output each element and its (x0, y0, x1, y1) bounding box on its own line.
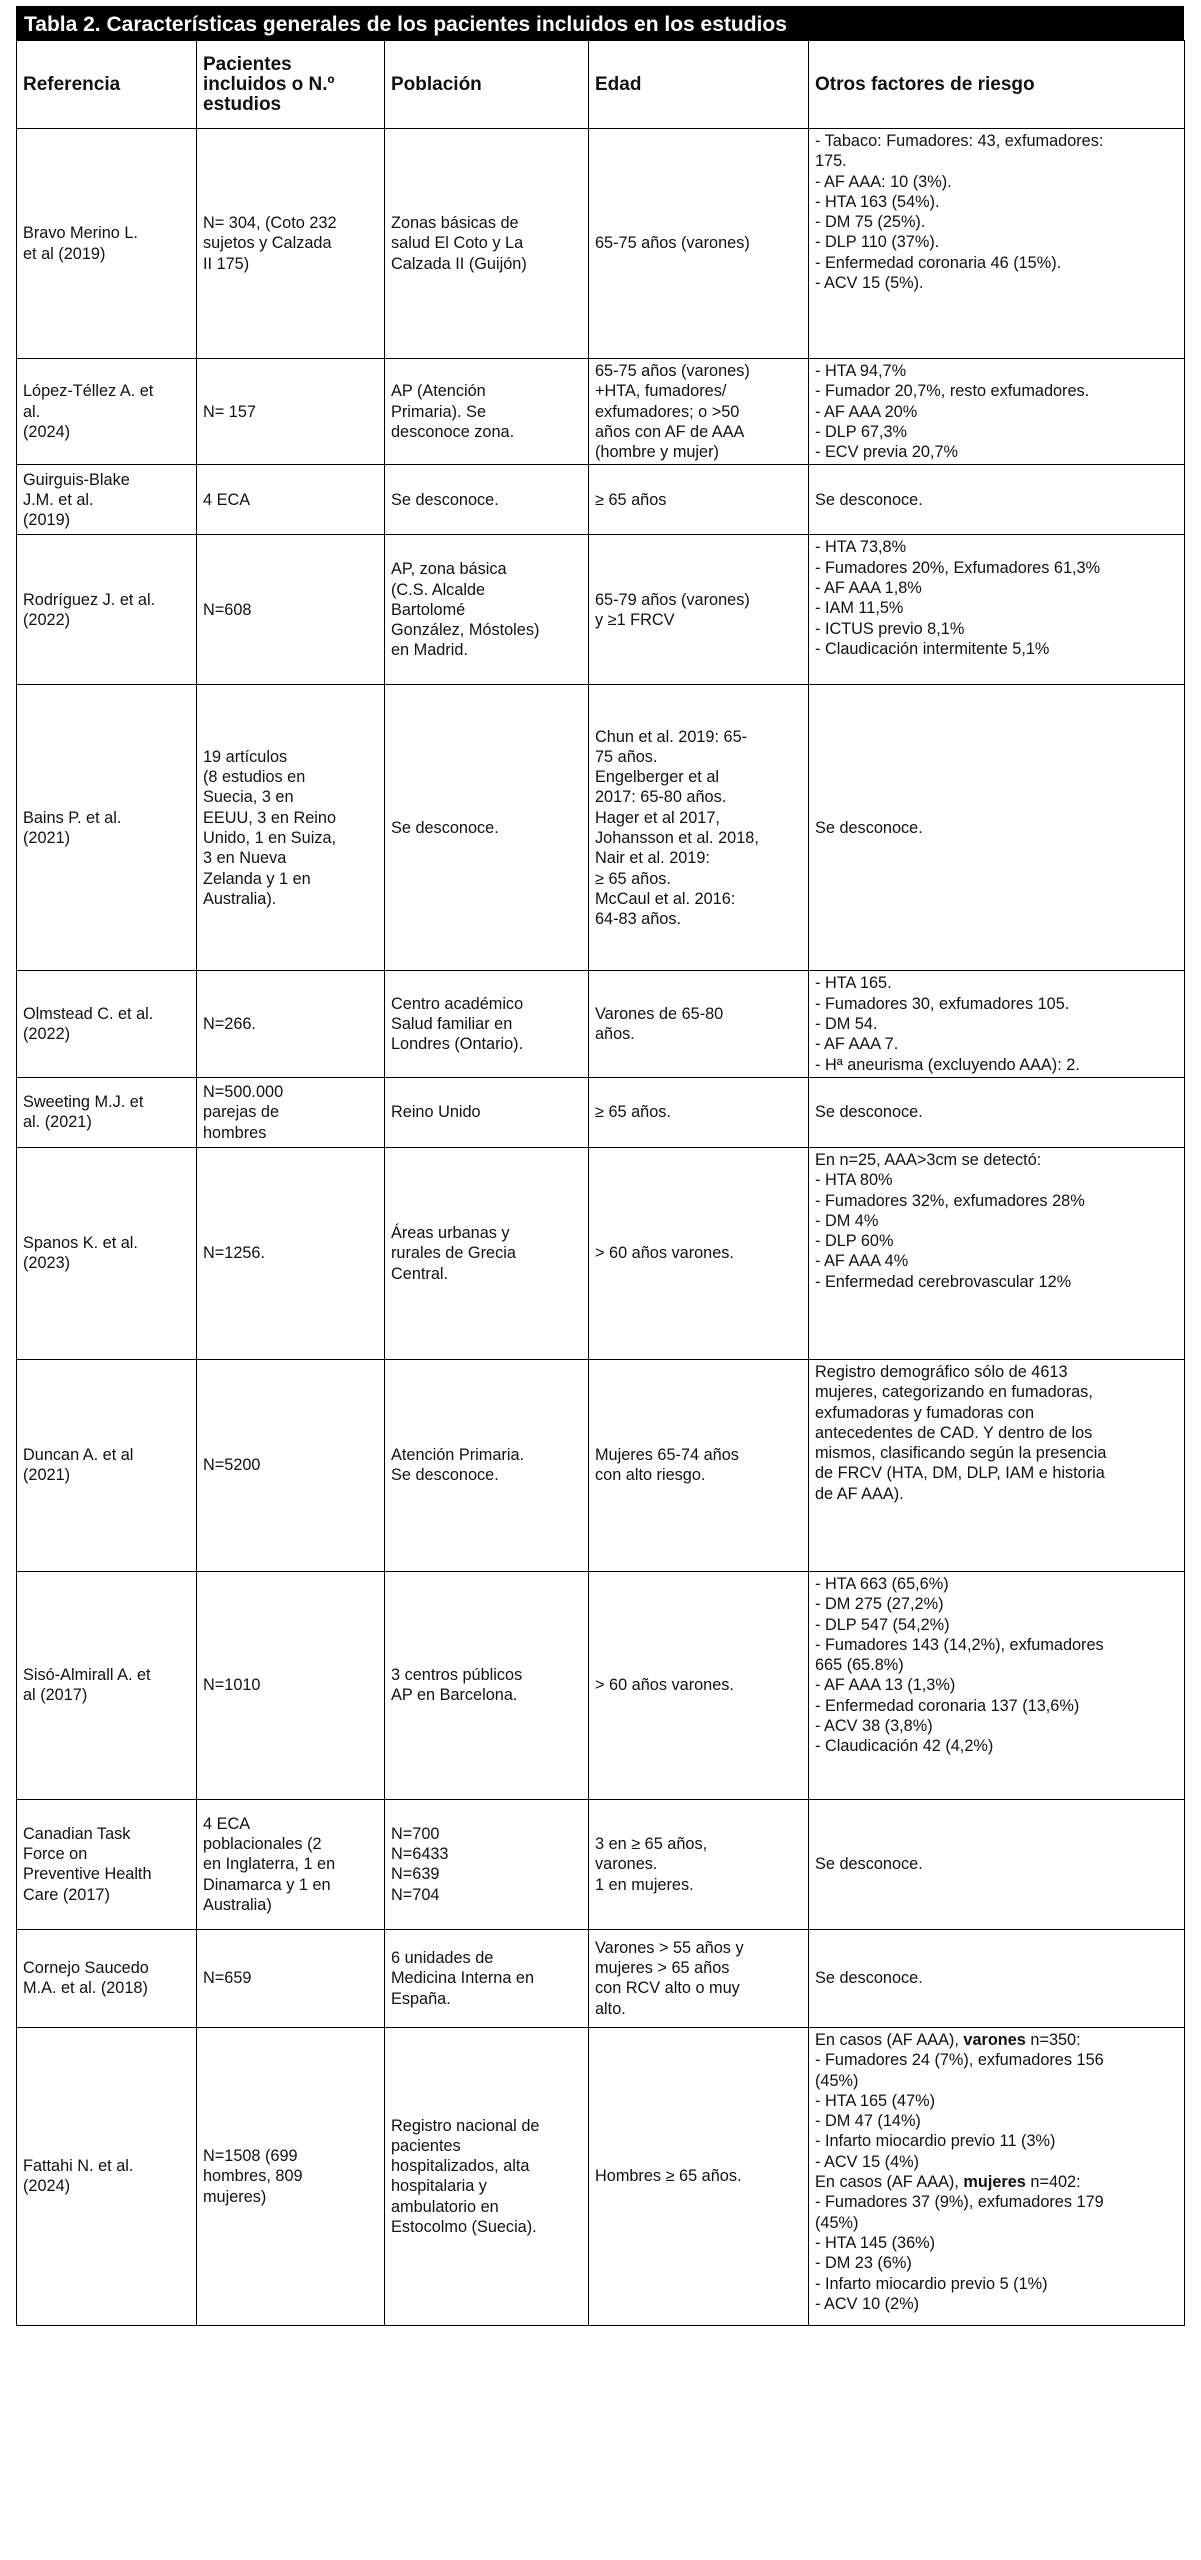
cell-line: N=500.000 (203, 1083, 284, 1102)
row-age (589, 465, 809, 535)
cell-line: Fattahi N. et al. (23, 2157, 134, 2176)
cell-line: Centro académico (391, 994, 524, 1013)
cell-line: en Inglaterra, 1 en (203, 1855, 336, 1874)
cell-line: (2021) (23, 828, 71, 847)
cell-line: (C.S. Alcalde (391, 580, 486, 599)
table-row (17, 1571, 1185, 1799)
row-age (589, 129, 809, 359)
cell-line: - Fumadores 37 (9%), exfumadores 179 (815, 2193, 1104, 2212)
header-poblacion: Población (385, 41, 589, 129)
row-reference (17, 1077, 197, 1147)
header-pacientes: Pacientes incluidos o N.º estudios (197, 41, 385, 129)
cell-line: - Claudicación 42 (4,2%) (815, 1737, 994, 1756)
table-title: Tabla 2. Características generales de los pacientes incluidos en los estudios (16, 6, 1184, 40)
cell-line: 65-79 años (varones) (595, 590, 750, 609)
cell-line: Central. (391, 1264, 449, 1283)
cell-line: Hager et al 2017, (595, 808, 720, 827)
cell-line: Suecia, 3 en (203, 788, 294, 807)
cell-line: 175. (815, 152, 847, 171)
row-patients (197, 1147, 385, 1359)
cell-line: M.A. et al. (2018) (23, 1979, 148, 1998)
row-patients (197, 2027, 385, 2325)
cell-line: al. (23, 402, 41, 421)
row-patients (197, 1077, 385, 1147)
cell-line: - DLP 60% (815, 1232, 894, 1251)
row-population (385, 1147, 589, 1359)
cell-line: Mujeres 65-74 años (595, 1446, 739, 1465)
cell-line: Spanos K. et al. (23, 1234, 138, 1253)
cell-line: mujeres > 65 años (595, 1959, 730, 1978)
characteristics-table (16, 40, 1185, 2326)
cell-line: 3 en Nueva (203, 849, 287, 868)
cell-line: al. (2021) (23, 1113, 92, 1132)
row-risk-factors (809, 535, 1185, 685)
cell-line: - Fumadores 20%, Exfumadores 61,3% (815, 558, 1101, 577)
cell-line: N=1256. (203, 1244, 266, 1263)
cell-line: AP (Atención (391, 382, 486, 401)
row-reference (17, 1799, 197, 1929)
row-risk-factors (809, 129, 1185, 359)
table-row (17, 1359, 1185, 1571)
cell-line: > 60 años varones. (595, 1676, 734, 1695)
row-population (385, 465, 589, 535)
cell-line: - DM 275 (27,2%) (815, 1595, 944, 1614)
cell-line: N=266. (203, 1015, 256, 1034)
row-population (385, 1359, 589, 1571)
cell-line: - ACV 15 (4%) (815, 2152, 920, 2171)
row-risk-factors (809, 1799, 1185, 1929)
emphasis-text: varones (963, 2030, 1026, 2049)
table-row (17, 2027, 1185, 2325)
table-row (17, 359, 1185, 465)
row-reference (17, 129, 197, 359)
cell-line: hombres (203, 1123, 267, 1142)
cell-line: (2023) (23, 1254, 71, 1273)
table-row (17, 1799, 1185, 1929)
cell-line: Bains P. et al. (23, 808, 122, 827)
cell-line: Rodríguez J. et al. (23, 590, 156, 609)
table-row (17, 685, 1185, 971)
cell-line: salud El Coto y La (391, 234, 524, 253)
row-age (589, 1359, 809, 1571)
row-population (385, 1571, 589, 1799)
cell-line: con RCV alto o muy (595, 1979, 740, 1998)
cell-line: López-Téllez A. et (23, 382, 154, 401)
row-reference (17, 2027, 197, 2325)
row-reference (17, 535, 197, 685)
cell-line: (45%) (815, 2071, 859, 2090)
cell-line: ≥ 65 años. (595, 869, 671, 888)
cell-line: Londres (Ontario). (391, 1035, 524, 1054)
cell-line: > 60 años varones. (595, 1244, 734, 1263)
cell-line: (8 estudios en (203, 768, 306, 787)
cell-line: N=6433 (391, 1845, 449, 1864)
cell-line: Reino Unido (391, 1103, 481, 1122)
row-age (589, 1799, 809, 1929)
cell-line: - Fumadores 143 (14,2%), exfumadores (815, 1635, 1104, 1654)
row-reference (17, 1929, 197, 2027)
cell-line: Australia) (203, 1895, 272, 1914)
cell-line: - DM 47 (14%) (815, 2112, 921, 2131)
cell-line: N=1508 (699 (203, 2147, 298, 2166)
cell-line: mujeres) (203, 2187, 267, 2206)
cell-line: Registro demográfico sólo de 4613 (815, 1362, 1068, 1381)
cell-line: - Tabaco: Fumadores: 43, exfumadores: (815, 132, 1104, 150)
cell-line: Se desconoce. (391, 490, 499, 509)
cell-line: - HTA 73,8% (815, 538, 907, 557)
cell-line: N= 304, (Coto 232 (203, 214, 337, 233)
cell-line: - ECV previa 20,7% (815, 443, 958, 462)
cell-line: desconoce zona. (391, 422, 515, 441)
cell-line: - Enfermedad coronaria 137 (13,6%) (815, 1696, 1080, 1715)
cell-line: AP en Barcelona. (391, 1686, 518, 1705)
header-row (17, 41, 1185, 129)
row-population (385, 129, 589, 359)
cell-line: Australia). (203, 889, 277, 908)
row-risk-factors (809, 1359, 1185, 1571)
row-age (589, 535, 809, 685)
row-age (589, 2027, 809, 2325)
row-patients (197, 1929, 385, 2027)
cell-line: España. (391, 1989, 451, 2008)
cell-line: Hombres ≥ 65 años. (595, 2167, 742, 2186)
cell-line: hospitalaria y (391, 2177, 487, 2196)
row-population (385, 2027, 589, 2325)
cell-line: 65-75 años (varones) (595, 362, 750, 380)
cell-line: McCaul et al. 2016: (595, 889, 736, 908)
cell-line: - HTA 145 (36%) (815, 2233, 936, 2252)
cell-line: - ICTUS previo 8,1% (815, 619, 965, 638)
table-row (17, 465, 1185, 535)
cell-line: sujetos y Calzada (203, 234, 332, 253)
cell-line: Force on (23, 1845, 88, 1864)
cell-line: (2022) (23, 610, 71, 629)
row-age (589, 971, 809, 1077)
cell-line: exfumadoras y fumadoras con (815, 1403, 1035, 1422)
cell-line: - Infarto miocardio previo 11 (3%) (815, 2132, 1056, 2151)
cell-line: Cornejo Saucedo (23, 1959, 149, 1978)
cell-line: 64-83 años. (595, 910, 681, 929)
row-risk-factors (809, 685, 1185, 971)
cell-line: N= 157 (203, 402, 256, 421)
row-risk-factors (809, 359, 1185, 465)
row-risk-factors (809, 1147, 1185, 1359)
header-edad: Edad (589, 41, 809, 129)
cell-line: - Fumador 20,7%, resto exfumadores. (815, 382, 1090, 401)
cell-line: N=639 (391, 1865, 440, 1884)
cell-line: - IAM 11,5% (815, 599, 904, 618)
row-reference (17, 1571, 197, 1799)
cell-line: Varones de 65-80 (595, 1004, 724, 1023)
row-risk-factors (809, 1929, 1185, 2027)
row-reference (17, 971, 197, 1077)
table-row (17, 129, 1185, 359)
cell-line: Sisó-Almirall A. et (23, 1666, 151, 1685)
cell-line: N=700 (391, 1824, 440, 1843)
cell-line: - Infarto miocardio previo 5 (1%) (815, 2274, 1048, 2293)
cell-line: - HTA 80% (815, 1171, 893, 1190)
cell-line: (45%) (815, 2213, 859, 2232)
row-reference (17, 1359, 197, 1571)
cell-line: - HTA 94,7% (815, 362, 907, 380)
cell-line: Care (2017) (23, 1885, 110, 1904)
cell-line: 19 artículos (203, 747, 288, 766)
cell-line: - DM 23 (6%) (815, 2254, 912, 2273)
row-reference (17, 359, 197, 465)
cell-line: y ≥1 FRCV (595, 610, 675, 629)
cell-line: Se desconoce. (815, 1855, 923, 1874)
cell-line: exfumadores; o >50 (595, 402, 740, 421)
table-row (17, 1929, 1185, 2027)
row-population (385, 971, 589, 1077)
table-row (17, 1077, 1185, 1147)
cell-line: pacientes (391, 2136, 461, 2155)
table-row (17, 535, 1185, 685)
cell-line: - AF AAA: 10 (3%). (815, 172, 952, 191)
cell-line: J.M. et al. (23, 490, 94, 509)
cell-line: Chun et al. 2019: 65- (595, 727, 748, 746)
cell-line: ≥ 65 años. (595, 1103, 671, 1122)
cell-line: +HTA, fumadores/ (595, 382, 727, 401)
cell-line: N=5200 (203, 1456, 261, 1475)
row-risk-factors (809, 1077, 1185, 1147)
row-population (385, 1929, 589, 2027)
cell-line: (hombre y mujer) (595, 443, 719, 462)
cell-line: Duncan A. et al (23, 1446, 134, 1465)
cell-line: hombres, 809 (203, 2167, 303, 2186)
cell-line: Atención Primaria. (391, 1446, 525, 1465)
cell-line: Bartolomé (391, 600, 466, 619)
row-age (589, 1077, 809, 1147)
cell-line: (2024) (23, 2177, 71, 2196)
cell-line: N=1010 (203, 1676, 261, 1695)
cell-line: 3 centros públicos (391, 1666, 523, 1685)
cell-line: - HTA 165. (815, 974, 892, 993)
cell-line: hospitalizados, alta (391, 2157, 530, 2176)
header-otros-factores: Otros factores de riesgo (809, 41, 1185, 129)
cell-line: - Claudicación intermitente 5,1% (815, 639, 1050, 658)
cell-line: ambulatorio en (391, 2197, 499, 2216)
cell-line: - HTA 663 (65,6%) (815, 1574, 949, 1593)
cell-line: Zonas básicas de (391, 214, 519, 233)
cell-line: Olmstead C. et al. (23, 1004, 154, 1023)
cell-line: 75 años. (595, 747, 658, 766)
cell-line: mismos, clasificando según la presencia (815, 1444, 1107, 1463)
cell-line: en Madrid. (391, 641, 468, 660)
cell-line: Se desconoce. (815, 490, 923, 509)
cell-line: - DLP 67,3% (815, 422, 908, 441)
cell-line: - AF AAA 4% (815, 1252, 909, 1271)
cell-line: años con AF de AAA (595, 422, 745, 441)
cell-line: Se desconoce. (391, 1466, 499, 1485)
cell-line: 2017: 65-80 años. (595, 788, 727, 807)
cell-line: 4 ECA (203, 1814, 251, 1833)
row-population (385, 1077, 589, 1147)
row-risk-factors (809, 1571, 1185, 1799)
row-age (589, 685, 809, 971)
cell-line: (2019) (23, 511, 71, 530)
cell-line: - ACV 15 (5%). (815, 274, 924, 293)
cell-line: Bravo Merino L. (23, 224, 138, 243)
cell-line: años. (595, 1025, 635, 1044)
cell-line: - ACV 38 (3,8%) (815, 1717, 933, 1736)
cell-line: Zelanda y 1 en (203, 869, 311, 888)
cell-line: N=704 (391, 1885, 440, 1904)
cell-line: 6 unidades de (391, 1949, 494, 1968)
cell-line: Engelberger et al (595, 768, 720, 787)
cell-line: AP, zona básica (391, 560, 507, 579)
cell-line: - Fumadores 32%, exfumadores 28% (815, 1191, 1085, 1210)
cell-line: Se desconoce. (815, 1969, 923, 1988)
cell-line: - Hª aneurisma (excluyendo AAA): 2. (815, 1055, 1080, 1074)
cell-line: - Fumadores 24 (7%), exfumadores 156 (815, 2051, 1104, 2070)
table-container (16, 6, 1184, 2326)
cell-line: - AF AAA 13 (1,3%) (815, 1676, 956, 1695)
row-patients (197, 129, 385, 359)
cell-line: parejas de (203, 1103, 280, 1122)
cell-line: - HTA 165 (47%) (815, 2091, 936, 2110)
cell-line: - ACV 10 (2%) (815, 2294, 920, 2313)
cell-line: Dinamarca y 1 en (203, 1875, 331, 1894)
row-population (385, 359, 589, 465)
cell-line: Se desconoce. (391, 818, 499, 837)
cell-line: Primaria). Se (391, 402, 486, 421)
cell-line: - DM 54. (815, 1015, 878, 1034)
cell-line: Guirguis-Blake (23, 470, 130, 489)
cell-line: Unido, 1 en Suiza, (203, 828, 337, 847)
cell-line: - DM 4% (815, 1211, 879, 1230)
table-row (17, 1147, 1185, 1359)
row-risk-factors (809, 971, 1185, 1077)
cell-line: - AF AAA 20% (815, 402, 918, 421)
header-referencia: Referencia (17, 41, 197, 129)
row-reference (17, 465, 197, 535)
cell-line: En casos (AF AAA), mujeres n=402: (815, 2173, 1081, 2192)
cell-line: Áreas urbanas y (391, 1224, 510, 1243)
cell-line: Nair et al. 2019: (595, 849, 710, 868)
cell-line: 65-75 años (varones) (595, 234, 750, 253)
cell-line: alto. (595, 1999, 626, 2018)
cell-line: de FRCV (HTA, DM, DLP, IAM e historia (815, 1464, 1105, 1483)
row-patients (197, 971, 385, 1077)
cell-line: Se desconoce. (815, 1103, 923, 1122)
cell-line: - Enfermedad cerebrovascular 12% (815, 1272, 1072, 1291)
cell-line: - DLP 547 (54,2%) (815, 1615, 950, 1634)
row-risk-factors (809, 2027, 1185, 2325)
cell-line: - HTA 163 (54%). (815, 192, 940, 211)
cell-line: - DM 75 (25%). (815, 213, 926, 232)
cell-line: En n=25, AAA>3cm se detectó: (815, 1150, 1042, 1169)
cell-line: 4 ECA (203, 490, 251, 509)
cell-line: al (2017) (23, 1686, 88, 1705)
cell-line: Varones > 55 años y (595, 1938, 744, 1957)
row-reference (17, 685, 197, 971)
row-age (589, 1929, 809, 2027)
row-patients (197, 359, 385, 465)
row-risk-factors (809, 465, 1185, 535)
cell-line: Calzada II (Guijón) (391, 254, 527, 273)
row-age (589, 359, 809, 465)
cell-line: Sweeting M.J. et (23, 1093, 144, 1112)
row-population (385, 685, 589, 971)
row-age (589, 1571, 809, 1799)
cell-line: (2021) (23, 1466, 71, 1485)
row-age (589, 1147, 809, 1359)
table-row (17, 971, 1185, 1077)
cell-line: Canadian Task (23, 1824, 131, 1843)
cell-line: Registro nacional de (391, 2116, 540, 2135)
cell-line: mujeres, categorizando en fumadoras, (815, 1383, 1093, 1402)
cell-line: En casos (AF AAA), varones n=350: (815, 2030, 1081, 2049)
cell-line: - AF AAA 7. (815, 1035, 899, 1054)
cell-line: EEUU, 3 en Reino (203, 808, 337, 827)
cell-line: - Enfermedad coronaria 46 (15%). (815, 253, 1062, 272)
row-patients (197, 1359, 385, 1571)
emphasis-text: mujeres (963, 2173, 1026, 2192)
cell-line: poblacionales (2 (203, 1835, 322, 1854)
row-population (385, 535, 589, 685)
cell-line: 1 en mujeres. (595, 1875, 694, 1894)
cell-line: 665 (65.8%) (815, 1656, 904, 1675)
cell-line: ≥ 65 años (595, 490, 667, 509)
cell-line: 3 en ≥ 65 años, (595, 1835, 708, 1854)
cell-line: II 175) (203, 254, 250, 273)
cell-line: Salud familiar en (391, 1015, 513, 1034)
cell-line: Johansson et al. 2018, (595, 828, 759, 847)
cell-line: varones. (595, 1855, 658, 1874)
cell-line: antecedentes de CAD. Y dentro de los (815, 1423, 1093, 1442)
cell-line: - AF AAA 1,8% (815, 579, 922, 598)
cell-line: (2022) (23, 1025, 71, 1044)
row-patients (197, 685, 385, 971)
cell-line: de AF AAA). (815, 1484, 904, 1503)
row-reference (17, 1147, 197, 1359)
cell-line: Preventive Health (23, 1865, 152, 1884)
row-patients (197, 535, 385, 685)
cell-line: - DLP 110 (37%). (815, 233, 940, 252)
cell-line: Medicina Interna en (391, 1969, 535, 1988)
cell-line: et al (2019) (23, 244, 106, 263)
cell-line: (2024) (23, 422, 71, 441)
row-population (385, 1799, 589, 1929)
row-patients (197, 1799, 385, 1929)
row-patients (197, 465, 385, 535)
cell-line: rurales de Grecia (391, 1244, 516, 1263)
cell-line: N=608 (203, 600, 252, 619)
cell-line: Se desconoce. (815, 818, 923, 837)
cell-line: N=659 (203, 1969, 252, 1988)
cell-line: Estocolmo (Suecia). (391, 2218, 537, 2237)
cell-line: - Fumadores 30, exfumadores 105. (815, 994, 1070, 1013)
cell-line: González, Móstoles) (391, 621, 540, 640)
cell-line: con alto riesgo. (595, 1466, 706, 1485)
row-patients (197, 1571, 385, 1799)
